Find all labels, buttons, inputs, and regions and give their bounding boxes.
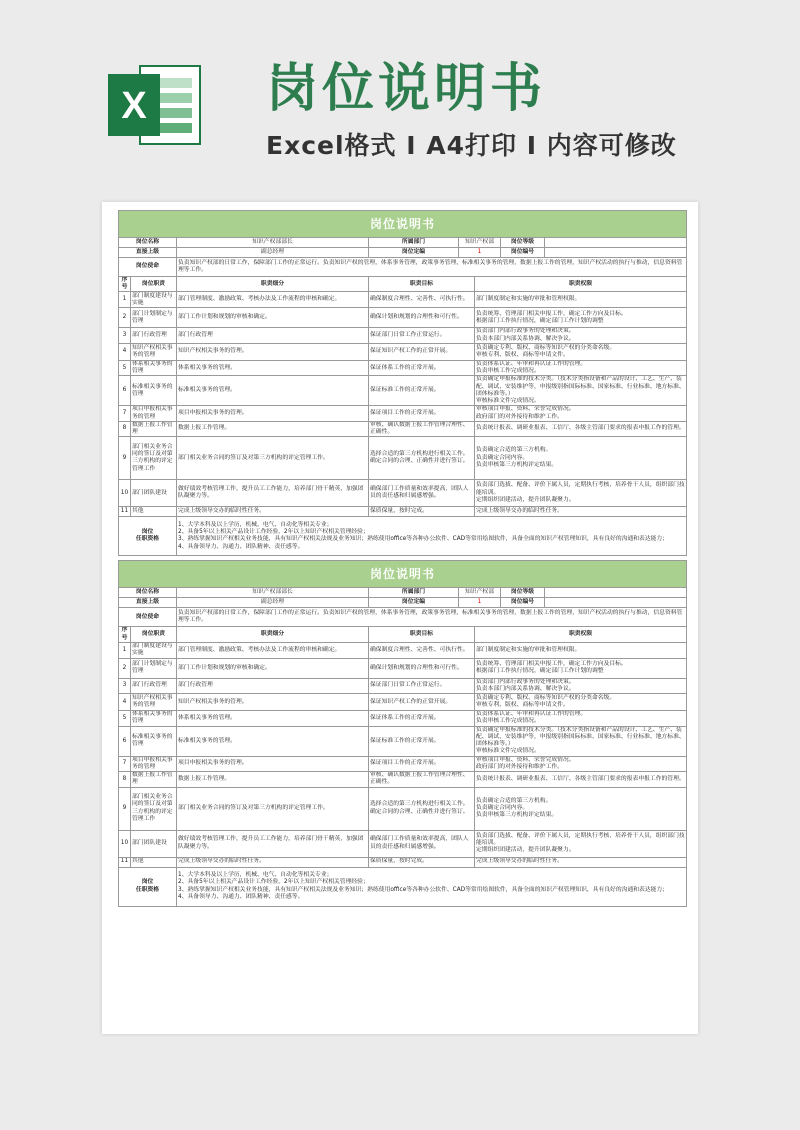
row-goal[interactable]: 保证知识产权工作的正常开展。	[369, 343, 475, 360]
row-detail[interactable]: 部门相关业务合同的签订及对第三方机构的评定管理工作。	[177, 437, 369, 480]
row-detail[interactable]: 部门行政管理	[177, 678, 369, 693]
row-authority[interactable]: 负责确定专利、版权、商标等知识产权的分类命名级。 审核专利、版权、商标等申请文件。	[475, 343, 687, 360]
code-label: 岗位编号	[501, 598, 545, 608]
table-title: 岗位说明书	[119, 561, 687, 588]
row-detail[interactable]: 做好绩效考核管理工作，提升员工工作能力，培养部门骨干精英，加强团队凝聚力等。	[177, 830, 369, 857]
row-authority[interactable]: 负责统计报表、调研业报表、工信厅、各级主管部门要求的报表申报工作的管理。	[475, 772, 687, 787]
dept-label: 所属部门	[369, 588, 459, 598]
superior-label: 直接上级	[119, 248, 177, 258]
row-detail[interactable]: 知识产权相关事务的管理。	[177, 343, 369, 360]
grade-value[interactable]	[545, 238, 687, 248]
row-goal[interactable]: 保证部门日常工作正常运行。	[369, 678, 475, 693]
duty-row	[119, 480, 687, 507]
banner-title: 岗位说明书	[266, 59, 547, 119]
row-duty[interactable]: 体系相关事务的管理	[131, 711, 177, 726]
row-duty[interactable]: 项目申报相关事务的管理	[131, 406, 177, 421]
row-detail[interactable]: 部门工作计划和规划的审核和确定。	[177, 658, 369, 678]
row-seq[interactable]: 10	[119, 830, 131, 857]
row-authority[interactable]: 负责部门选拔、配备、评价下属人员，定期执行考核，培养骨干人员，组织部门技能培训。 定期组织团建活动，提升团队凝聚力。	[475, 830, 687, 857]
table-title: 岗位说明书	[119, 211, 687, 238]
qualification-label: 岗位 任职资格	[119, 517, 177, 556]
job-name-value[interactable]: 知识产权部部长	[177, 238, 369, 248]
row-seq[interactable]: 7	[119, 406, 131, 421]
row-seq[interactable]: 5	[119, 711, 131, 726]
row-detail[interactable]: 知识产权相关事务的管理。	[177, 694, 369, 711]
job-name-value[interactable]: 知识产权部部长	[177, 588, 369, 598]
row-duty[interactable]: 部门制度建设与实施	[131, 292, 177, 308]
qualification-item: 1、大学本科及以上学历，机械、电气、自动化等相关专业；	[178, 872, 333, 879]
row-seq[interactable]: 11	[119, 857, 131, 867]
row-duty[interactable]: 部门行政管理	[131, 328, 177, 343]
row-duty[interactable]: 知识产权相关事务的管理	[131, 694, 177, 711]
duty-row	[119, 507, 687, 517]
row-duty[interactable]: 部门相关业务合同的签订及对第三方机构的评定管理工作	[131, 787, 177, 830]
row-seq[interactable]: 9	[119, 437, 131, 480]
row-duty[interactable]: 数据上报工作管理	[131, 772, 177, 787]
row-goal[interactable]: 保证项目工作的正常开展。	[369, 756, 475, 771]
duty-row	[119, 292, 687, 308]
row-detail[interactable]: 体系相关事务的管理。	[177, 360, 369, 375]
detail-header: 职责细分	[177, 627, 369, 642]
row-goal[interactable]: 选择合适的第三方机构进行相关工作。 确定合同的合理、正确性并进行签订。	[369, 787, 475, 830]
quota-value[interactable]: 1	[459, 248, 501, 258]
row-goal[interactable]: 审核、确认数据上报工作管理合理性、正确性。	[369, 421, 475, 436]
row-duty[interactable]: 其他	[131, 857, 177, 867]
authority-header: 职责权限	[475, 277, 687, 292]
goal-header: 职责目标	[369, 277, 475, 292]
spreadsheet-page	[102, 202, 698, 1034]
row-detail[interactable]: 部门管理制度、激励政策、考核办法及工作流程的审核和确定。	[177, 292, 369, 308]
row-duty[interactable]: 数据上报工作管理	[131, 421, 177, 436]
row-duty[interactable]: 部门行政管理	[131, 678, 177, 693]
row-seq[interactable]: 2	[119, 658, 131, 678]
banner-subtitle: Excel格式 I A4打印 I 内容可修改	[266, 131, 677, 160]
superior-label: 直接上级	[119, 598, 177, 608]
duty-row	[119, 711, 687, 726]
row-seq[interactable]: 9	[119, 787, 131, 830]
grade-value[interactable]	[545, 588, 687, 598]
row-seq[interactable]: 5	[119, 360, 131, 375]
row-seq[interactable]: 3	[119, 328, 131, 343]
row-goal[interactable]: 确保部门工作质量和效率提高，团队人员的责任感和归属感增强。	[369, 480, 475, 507]
row-authority[interactable]: 完成上级领导交办的临时性任务。	[475, 857, 687, 867]
row-authority[interactable]: 负责部门选拔、配备、评价下属人员，定期执行考核，培养骨干人员，组织部门技能培训。 定期组织团建活动，提升团队凝聚力。	[475, 480, 687, 507]
row-authority[interactable]: 负责部门内部行政事务的处理和决策。 负责本部门内部关系协调、解决争议。	[475, 328, 687, 343]
row-goal[interactable]: 保质保量，按时完成。	[369, 507, 475, 517]
row-authority[interactable]: 负责确定申报标准的技术分类。（技术分类指设备和产品的设计、工艺、生产、装配、调试、安装维护等，申报级别指国际标准、国家标准、行业标准、地方标准、团体标准等。） 审核标准文件完成情况。	[476, 726, 685, 755]
row-goal[interactable]: 保证标准工作的正常开展。	[369, 726, 475, 756]
row-detail[interactable]: 完成上级领导交办的临时性任务。	[177, 507, 369, 517]
mission-label: 岗位使命	[119, 258, 177, 277]
quota-label: 岗位定编	[369, 598, 459, 608]
mission-label: 岗位使命	[119, 608, 177, 627]
job-description-table	[118, 560, 687, 906]
row-authority[interactable]: 审核项目申报、资料、荣誉完成情况。 政府部门的对外接待和维护工作。	[475, 406, 687, 421]
code-label: 岗位编号	[501, 248, 545, 258]
mission-text[interactable]: 负责知识产权部的日常工作，保障部门工作的正常运行。负责知识产权的管理，体系事务管理，政策事务管理，标准相关事务的管理，数据上报工作的管理，知识产权活动的执行与推动，信息资料管理等工作。	[177, 258, 687, 277]
duty-header: 岗位职责	[131, 627, 177, 642]
code-value[interactable]	[545, 598, 687, 608]
row-authority[interactable]: 负责统筹、管理部门相关申报工作，确定工作方向及目标。 根据部门工作执行情况，确定部门工作计划的调整	[475, 658, 687, 678]
row-detail[interactable]: 体系相关事务的管理。	[177, 711, 369, 726]
mission-text[interactable]: 负责知识产权部的日常工作，保障部门工作的正常运行。负责知识产权的管理，体系事务管理，政策事务管理，标准相关事务的管理，数据上报工作的管理，知识产权活动的执行与推动，信息资料管理等工作。	[177, 608, 687, 627]
duty-row	[119, 787, 687, 830]
duty-row	[119, 857, 687, 867]
duty-row	[119, 694, 687, 711]
row-seq[interactable]: 3	[119, 678, 131, 693]
grade-label: 岗位等级	[501, 238, 545, 248]
row-authority[interactable]: 负责部门内部行政事务的处理和决策。 负责本部门内部关系协调、解决争议。	[475, 678, 687, 693]
qualification-item: 4、具备领导力、沟通力、团队精神、责任感等。	[178, 893, 304, 900]
row-authority[interactable]: 负责体系认证、年审和再认证工作的管理。 负责审核工作完成情况。	[475, 360, 687, 375]
duty-row	[119, 376, 687, 406]
duty-row	[119, 642, 687, 658]
row-detail[interactable]: 数据上报工作管理。	[177, 772, 369, 787]
row-duty[interactable]: 其他	[131, 507, 177, 517]
row-goal[interactable]: 保证项目工作的正常开展。	[369, 406, 475, 421]
qualification-item: 1、大学本科及以上学历，机械、电气、自动化等相关专业；	[178, 521, 333, 528]
svg-text:X: X	[121, 85, 147, 127]
qualification-item: 2、具备5年以上相关产品设计工作经验，2年以上知识产权相关管理经验；	[178, 529, 369, 536]
qualification-list[interactable]	[177, 517, 687, 556]
row-goal[interactable]: 确保计划和规划的合理性和可行性。	[369, 658, 475, 678]
qualification-list[interactable]	[177, 867, 687, 906]
job-description-table	[118, 210, 687, 556]
row-duty[interactable]: 部门计划制定与管理	[131, 658, 177, 678]
row-duty[interactable]: 标准相关事务的管理	[131, 726, 177, 756]
row-seq[interactable]: 1	[119, 292, 131, 308]
row-duty[interactable]: 部门团队建设	[131, 480, 177, 507]
superior-value[interactable]: 副总经理	[177, 598, 369, 608]
row-goal[interactable]: 保证体系工作的正常开展。	[369, 360, 475, 375]
duty-row	[119, 678, 687, 693]
quota-value[interactable]: 1	[459, 598, 501, 608]
qualification-item: 3、熟练掌握知识产权相关业务技能，具有知识产权相关法规及业务知识；熟练使用office等各种办公软件、CAD等常用绘图软件，具备全面的知识产权管理知识，具有良好的沟通和表达能力；	[178, 886, 669, 893]
row-detail[interactable]: 标准相关事务的管理。	[177, 726, 369, 756]
seq-header: 序号	[119, 627, 131, 642]
row-seq[interactable]: 7	[119, 756, 131, 771]
dept-value[interactable]: 知识产权部	[459, 238, 501, 248]
row-authority[interactable]: 审核项目申报、资料、荣誉完成情况。 政府部门的对外接待和维护工作。	[475, 756, 687, 771]
row-authority[interactable]: 负责确定合适的第三方机构。 负责确定合同内容。 负责审核第三方机构评定结果。	[475, 437, 687, 480]
row-goal[interactable]: 审核、确认数据上报工作管理合理性、正确性。	[369, 772, 475, 787]
quota-label: 岗位定编	[369, 248, 459, 258]
row-duty[interactable]: 部门团队建设	[131, 830, 177, 857]
duty-header: 岗位职责	[131, 277, 177, 292]
row-authority[interactable]: 负责确定申报标准的技术分类。（技术分类指设备和产品的设计、工艺、生产、装配、调试、安装维护等，申报级别指国际标准、国家标准、行业标准、地方标准、团体标准等。） 审核标准文件完成情况。	[476, 376, 685, 405]
row-duty[interactable]: 标准相关事务的管理	[131, 376, 177, 406]
duty-row	[119, 308, 687, 328]
duty-row	[119, 772, 687, 787]
row-goal[interactable]: 确保制度合理性、完善性、可执行性。	[369, 292, 475, 308]
duty-row	[119, 360, 687, 375]
job-name-label: 岗位名称	[119, 588, 177, 598]
superior-value[interactable]: 副总经理	[177, 248, 369, 258]
code-value[interactable]	[545, 248, 687, 258]
detail-header: 职责细分	[177, 277, 369, 292]
qualification-item: 3、熟练掌握知识产权相关业务技能，具有知识产权相关法规及业务知识；熟练使用office等各种办公软件、CAD等常用绘图软件，具备全面的知识产权管理知识，具有良好的沟通和表达能力；	[178, 536, 669, 543]
job-description-tables	[118, 210, 686, 907]
row-goal[interactable]: 保质保量，按时完成。	[369, 857, 475, 867]
job-name-label: 岗位名称	[119, 238, 177, 248]
row-authority[interactable]: 完成上级领导交办的临时性任务。	[475, 507, 687, 517]
goal-header: 职责目标	[369, 627, 475, 642]
row-detail[interactable]: 部门工作计划和规划的审核和确定。	[177, 308, 369, 328]
row-detail[interactable]: 数据上报工作管理。	[177, 421, 369, 436]
grade-label: 岗位等级	[501, 588, 545, 598]
row-detail[interactable]: 标准相关事务的管理。	[177, 376, 369, 406]
row-seq[interactable]: 4	[119, 694, 131, 711]
row-authority[interactable]: 负责统计报表、调研业报表、工信厅、各级主管部门要求的报表申报工作的管理。	[475, 421, 687, 436]
row-goal[interactable]: 确保制度合理性、完善性、可执行性。	[369, 642, 475, 658]
row-seq[interactable]: 10	[119, 480, 131, 507]
dept-value[interactable]: 知识产权部	[459, 588, 501, 598]
duty-row	[119, 756, 687, 771]
dept-label: 所属部门	[369, 238, 459, 248]
row-detail[interactable]: 完成上级领导交办的临时性任务。	[177, 857, 369, 867]
row-seq[interactable]: 11	[119, 507, 131, 517]
row-duty[interactable]: 知识产权相关事务的管理	[131, 343, 177, 360]
row-authority[interactable]: 负责确定专利、版权、商标等知识产权的分类命名级。 审核专利、版权、商标等申请文件。	[475, 694, 687, 711]
row-detail[interactable]: 做好绩效考核管理工作，提升员工工作能力，培养部门骨干精英，加强团队凝聚力等。	[177, 480, 369, 507]
row-authority[interactable]: 部门制度制定和实施的审批和管理权限。	[475, 642, 687, 658]
row-goal[interactable]: 保证知识产权工作的正常开展。	[369, 694, 475, 711]
row-duty[interactable]: 项目申报相关事务的管理	[131, 756, 177, 771]
row-duty[interactable]: 部门相关业务合同的签订及对第三方机构的评定管理工作	[131, 437, 177, 480]
authority-header: 职责权限	[475, 627, 687, 642]
duty-row	[119, 437, 687, 480]
row-goal[interactable]: 保证标准工作的正常开展。	[369, 376, 475, 406]
excel-logo-icon	[104, 60, 204, 150]
row-goal[interactable]: 确保部门工作质量和效率提高，团队人员的责任感和归属感增强。	[369, 830, 475, 857]
row-duty[interactable]: 部门制度建设与实施	[131, 642, 177, 658]
row-authority[interactable]: 负责体系认证、年审和再认证工作的管理。 负责审核工作完成情况。	[475, 711, 687, 726]
qualification-item: 2、具备5年以上相关产品设计工作经验，2年以上知识产权相关管理经验；	[178, 879, 369, 886]
row-seq[interactable]: 2	[119, 308, 131, 328]
duty-row	[119, 830, 687, 857]
row-seq[interactable]: 8	[119, 421, 131, 436]
duty-row	[119, 658, 687, 678]
row-authority[interactable]: 负责统筹、管理部门相关申报工作，确定工作方向及目标。 根据部门工作执行情况，确定部门工作计划的调整	[475, 308, 687, 328]
duty-row	[119, 406, 687, 421]
row-detail[interactable]: 项目申报相关事务的管理。	[177, 756, 369, 771]
row-duty[interactable]: 部门计划制定与管理	[131, 308, 177, 328]
qualification-label: 岗位 任职资格	[119, 867, 177, 906]
row-goal[interactable]: 选择合适的第三方机构进行相关工作。 确定合同的合理、正确性并进行签订。	[369, 437, 475, 480]
qualification-item: 4、具备领导力、沟通力、团队精神、责任感等。	[178, 543, 304, 550]
duty-row	[119, 726, 687, 756]
row-goal[interactable]: 保证部门日常工作正常运行。	[369, 328, 475, 343]
row-goal[interactable]: 确保计划和规划的合理性和可行性。	[369, 308, 475, 328]
row-seq[interactable]: 4	[119, 343, 131, 360]
row-seq[interactable]: 1	[119, 642, 131, 658]
row-duty[interactable]: 体系相关事务的管理	[131, 360, 177, 375]
row-detail[interactable]: 部门行政管理	[177, 328, 369, 343]
row-authority[interactable]: 部门制度制定和实施的审批和管理权限。	[475, 292, 687, 308]
duty-row	[119, 343, 687, 360]
row-seq[interactable]: 6	[119, 376, 131, 406]
row-goal[interactable]: 保证体系工作的正常开展。	[369, 711, 475, 726]
duty-row	[119, 328, 687, 343]
row-seq[interactable]: 8	[119, 772, 131, 787]
row-authority[interactable]: 负责确定合适的第三方机构。 负责确定合同内容。 负责审核第三方机构评定结果。	[475, 787, 687, 830]
duty-row	[119, 421, 687, 436]
row-detail[interactable]: 部门管理制度、激励政策、考核办法及工作流程的审核和确定。	[177, 642, 369, 658]
row-seq[interactable]: 6	[119, 726, 131, 756]
seq-header: 序号	[119, 277, 131, 292]
row-detail[interactable]: 项目申报相关事务的管理。	[177, 406, 369, 421]
row-detail[interactable]: 部门相关业务合同的签订及对第三方机构的评定管理工作。	[177, 787, 369, 830]
